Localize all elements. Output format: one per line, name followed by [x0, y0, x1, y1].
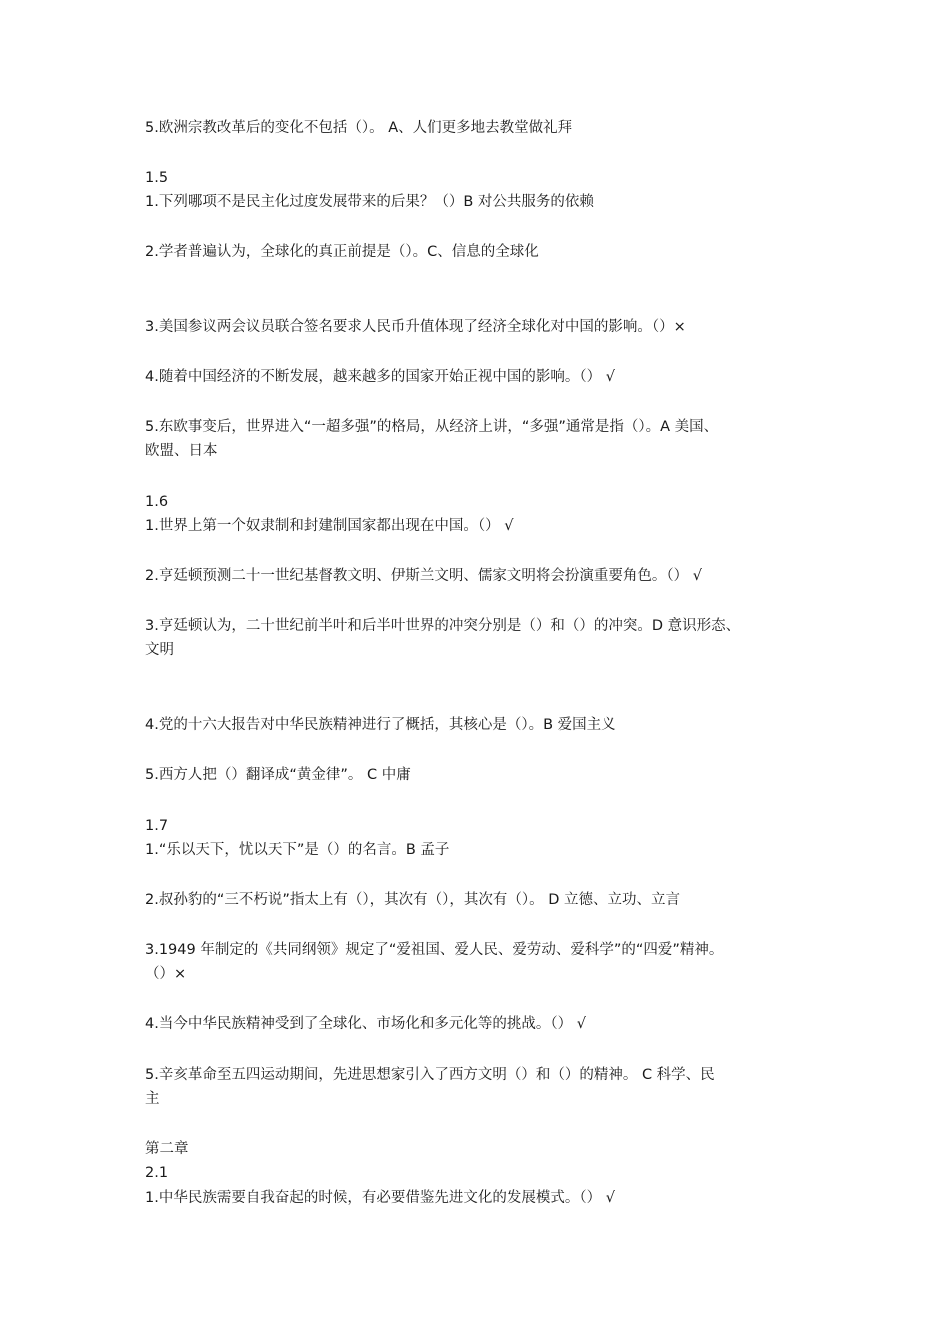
question-text: 3.亨廷顿认为，二十世纪前半叶和后半叶世界的冲突分别是（）和（）的冲突。D 意识形态、	[145, 618, 741, 634]
section-heading: 2.1	[145, 1165, 169, 1181]
chapter-heading: 第二章	[145, 1141, 189, 1157]
question-text: 2.学者普遍认为，全球化的真正前提是（）。C、信息的全球化	[145, 244, 539, 260]
question-text-continued: 主	[145, 1091, 160, 1107]
question-text: 5.东欧事变后，世界进入“一超多强”的格局，从经济上讲，“多强”通常是指（）。A 美国、	[145, 419, 719, 435]
question-text-continued: 文明	[145, 642, 174, 658]
question-text: 2.叔孙豹的“三不朽说”指太上有（），其次有（），其次有（）。 D 立德、立功、立言	[145, 892, 680, 908]
question-text: 4.当今中华民族精神受到了全球化、市场化和多元化等的挑战。（） √	[145, 1016, 586, 1032]
question-text: 5.欧洲宗教改革后的变化不包括（）。 A、人们更多地去教堂做礼拜	[145, 120, 573, 136]
question-text: 2.亨廷顿预测二十一世纪基督教文明、伊斯兰文明、儒家文明将会扮演重要角色。（） √	[145, 568, 702, 584]
question-text: 1.世界上第一个奴隶制和封建制国家都出现在中国。（） √	[145, 518, 514, 534]
question-text: 3.1949 年制定的《共同纲领》规定了“爱祖国、爱人民、爱劳动、爱科学”的“四爱”精神。	[145, 942, 724, 958]
question-text: 1.“乐以天下，忧以天下”是（）的名言。B 孟子	[145, 842, 450, 858]
question-text: 5.西方人把（）翻译成“黄金律”。 C 中庸	[145, 767, 411, 783]
section-heading: 1.6	[145, 494, 169, 510]
question-text-continued: 欧盟、日本	[145, 443, 218, 459]
section-heading: 1.7	[145, 818, 169, 834]
question-text: 4.党的十六大报告对中华民族精神进行了概括，其核心是（）。B 爱国主义	[145, 717, 616, 733]
question-text: 3.美国参议两会议员联合签名要求人民币升值体现了经济全球化对中国的影响。（）×	[145, 319, 686, 335]
section-heading: 1.5	[145, 170, 169, 186]
question-text: 1.下列哪项不是民主化过度发展带来的后果？（）B 对公共服务的依赖	[145, 194, 594, 210]
question-text: 1.中华民族需要自我奋起的时候，有必要借鉴先进文化的发展模式。（） √	[145, 1190, 615, 1206]
question-text: 5.辛亥革命至五四运动期间，先进思想家引入了西方文明（）和（）的精神。 C 科学、民	[145, 1067, 715, 1083]
question-text-continued: （）×	[145, 966, 187, 982]
question-text: 4.随着中国经济的不断发展，越来越多的国家开始正视中国的影响。（） √	[145, 369, 615, 385]
